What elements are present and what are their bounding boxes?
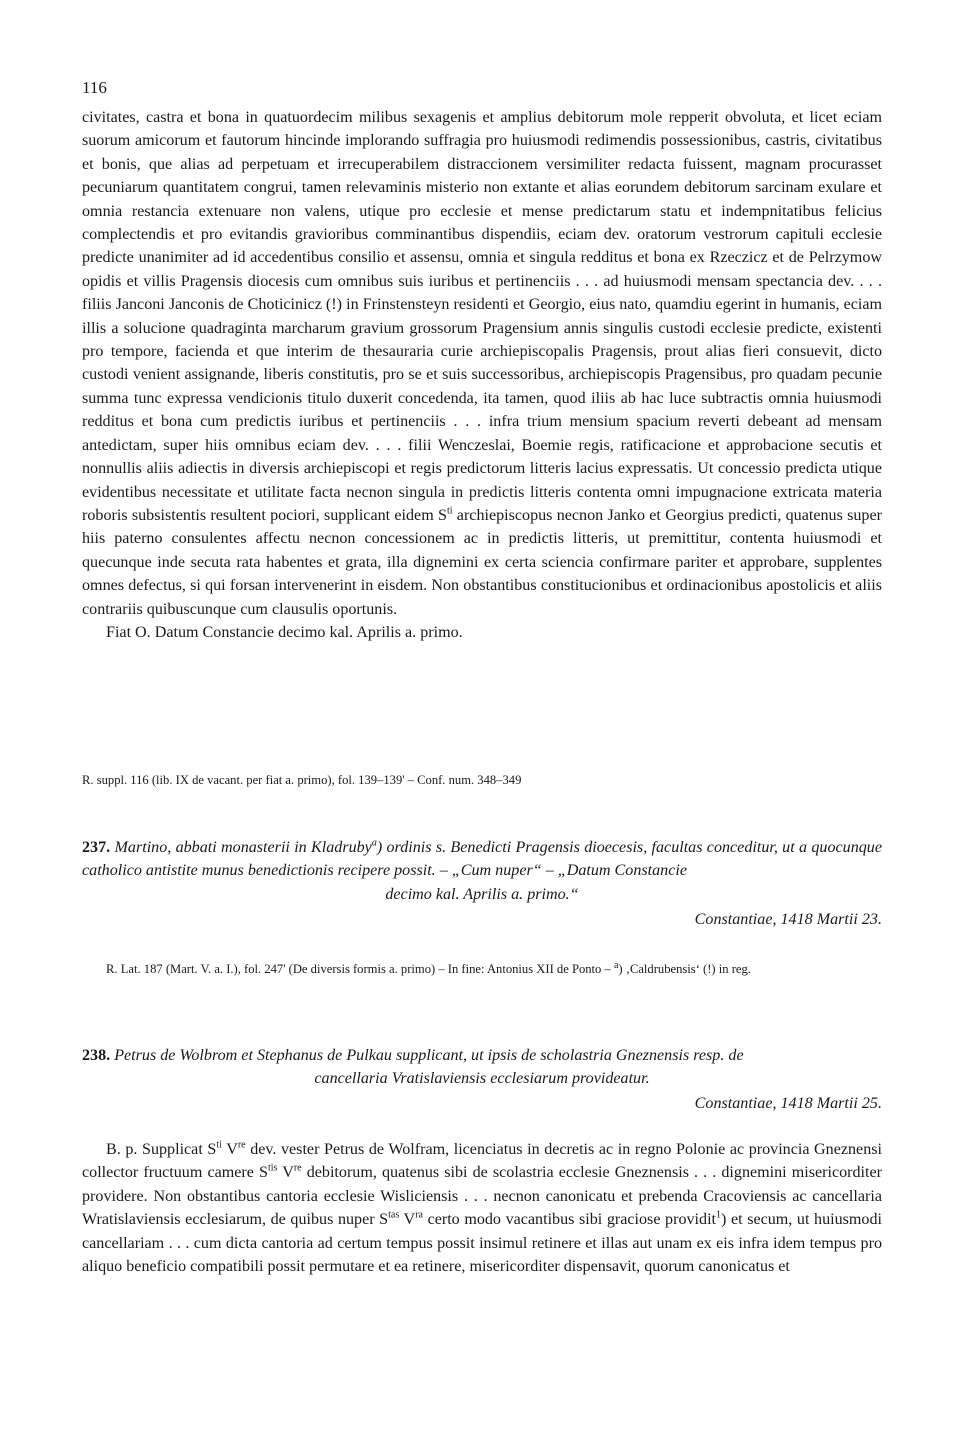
entry-236-body bbox=[82, 106, 882, 644]
entry-238-number: 238. bbox=[82, 1047, 111, 1064]
footnote-marker: a bbox=[371, 837, 377, 849]
entry-238-paragraph: B. p. Supplicat $S^{ti}$ Vre dev. vester Petrus de Wolfram, licenciatus in decretis ac in regno Polonie ac provincia Gneznensi collector fructuum camere $S^{tis}$ Vre debitorum, quatenus sibi de scolastria ecclesie Gneznensis . . . dignemini misericorditer providere. Non obstantibus cantoria ecclesie Wisliciensis . . . necnon canonicatu et prebenda Cracoviensis ac cancellaria Wratislaviensis ecclesiarum, de quibus nuper $S^{tas}$ $V^{ra}$ certo modo vacantibus sibi graciose providit$^1$) et secum, ut huiusmodi cancellariam . . . cum dicta cantoria ad certum tempus possit insimul retinere et illas aut unam ex eis infra idem tempus pro aliquo beneficio compatibili possit permutare et ea retinere, misericorditer dispensavit, quorum canonicatus et bbox=[82, 1139, 883, 1276]
entry-237-heading: 237. Martino, abbati monasterii in Kladruby$^a$) ordinis s. Benedicti Pragensis dioecesis, facultas conceditur, ut a quocunque catholico antistite munus benedictionis recipere possit. – „Cum nuper“ – „Datum Constancie decimo kal. Aprilis a. primo.“ bbox=[82, 837, 882, 903]
footnote-marker: a bbox=[613, 959, 619, 971]
entry-236-source-note: R. suppl. 116 (lib. IX de vacant. per fiat a. primo), fol. 139–139' – Conf. num. 348–349 bbox=[82, 773, 522, 787]
page-number: 116 bbox=[82, 78, 107, 97]
entry-236-paragraph: civitates, castra et bona in quatuordecim milibus sexagenis et amplius debitorum mole repperit obvoluta, et licet eciam suorum amicorum et fautorum hincinde implorando suffragia pro huiusmodi redimendis possessionibus, castris, civitatibus et bonis, que alias ad perpetuam et irrecuperabilem distraccionem versimiliter redacta fuissent, magnam procurasset pecuniarum quantitatem congrui, tamen relevaminis misterio non extante et alias eorundem debitorum sarcinam exulare et omnia restancia extenuare non valens, utique pro ecclesie et mense predictarum statu et indempnitatibus felicius complectendis et pro evitandis gravioribus comminantibus dispendiis, eciam dev. oratorum vestrorum capituli ecclesie predicte unanimiter ad id accedentibus consilio et assensu, omnia et singula redditus et bona ex Rzeczicz et de Pelrzymow opidis et villis Pragensis diocesis cum omnibus suis iuribus et pertinenciis . . . ad huiusmodi mensam spectancia dev. . . . filiis Janconi Janconis de Choticinicz (!) in Frinstensteyn residenti et Georgio, eius nato, quamdiu egerint in humanis, eciam illis a solucione quadraginta marcharum gravium grossorum Pragensium annis singulis custodi ecclesie predicte, existenti pro tempore, facienda et que interim de thesauraria curie archiepiscopalis Pragensis, prout alias fieri consuevit, dicto custodi venient assignande, liberis constitutis, pro se et suis successoribus, archiepiscopis Pragensibus, pro quadam pecunie summa tunc expressa vendicionis titulo duxerit concedenda, ita tamen, quod iliis ab hac luce subtractis omnia huiusmodi redditus et bona cum predictis iuribus et pertinenciis . . . infra trium mensium spacium reverti debeant ad mensam antedictam, super hiis omnibus eciam dev. . . . filii Wenczeslai, Boemie regis, ratificacione et approbacione secutis et nonnullis aliis adiectis in diversis archiepiscopi et regis predictorum litteris lacius expressatis. Ut concessio predicta utique evidentibus necessitate et utilitate facta necnon singula in predictis litteris contenta omni impugnacione extricata materia roboris subsistentis resultent pociori, supplicant eidem $S^{ti}$ archiepiscopus necnon Janko et Georgius predicti, quatenus super hiis paterno consulentes affectu necnon concessionem ac in predictis litteris, ut premittitur, contenta huiusmodi et quecunque inde secuta rata habentes et grata, illa dignemini ex certa sciencia confirmare pariter et approbare, supplentes omnes defectus, si qui forsan intervenerint in eisdem. Non obstantibus constitucionibus et ordinacionibus apostolicis et aliis contrariis quibuscunque cum clausulis oportunis. bbox=[82, 109, 882, 618]
entry-237-source-note: R. Lat. 187 (Mart. V. a. I.), fol. 247' (De diversis formis a. primo) – In fine: Antonius XII de Ponto – $^a$) ‚Caldrubensis‘ (!) in reg. bbox=[106, 959, 751, 976]
entry-238-heading: 238. Petrus de Wolbrom et Stephanus de Pulkau supplicant, ut ipsis de scholastria Gneznensis resp. de cancellaria Vratislaviensis ecclesiarum provideatur. bbox=[82, 1047, 744, 1088]
entry-238-body bbox=[82, 1138, 882, 1278]
entry-238-date: Constantiae, 1418 Martii 25. bbox=[694, 1095, 882, 1112]
entry-237-date: Constantiae, 1418 Martii 23. bbox=[694, 911, 882, 928]
entry-237-number: 237. bbox=[82, 839, 111, 856]
fiat-line: Fiat O. Datum Constancie decimo kal. Aprilis a. primo. bbox=[106, 623, 463, 641]
